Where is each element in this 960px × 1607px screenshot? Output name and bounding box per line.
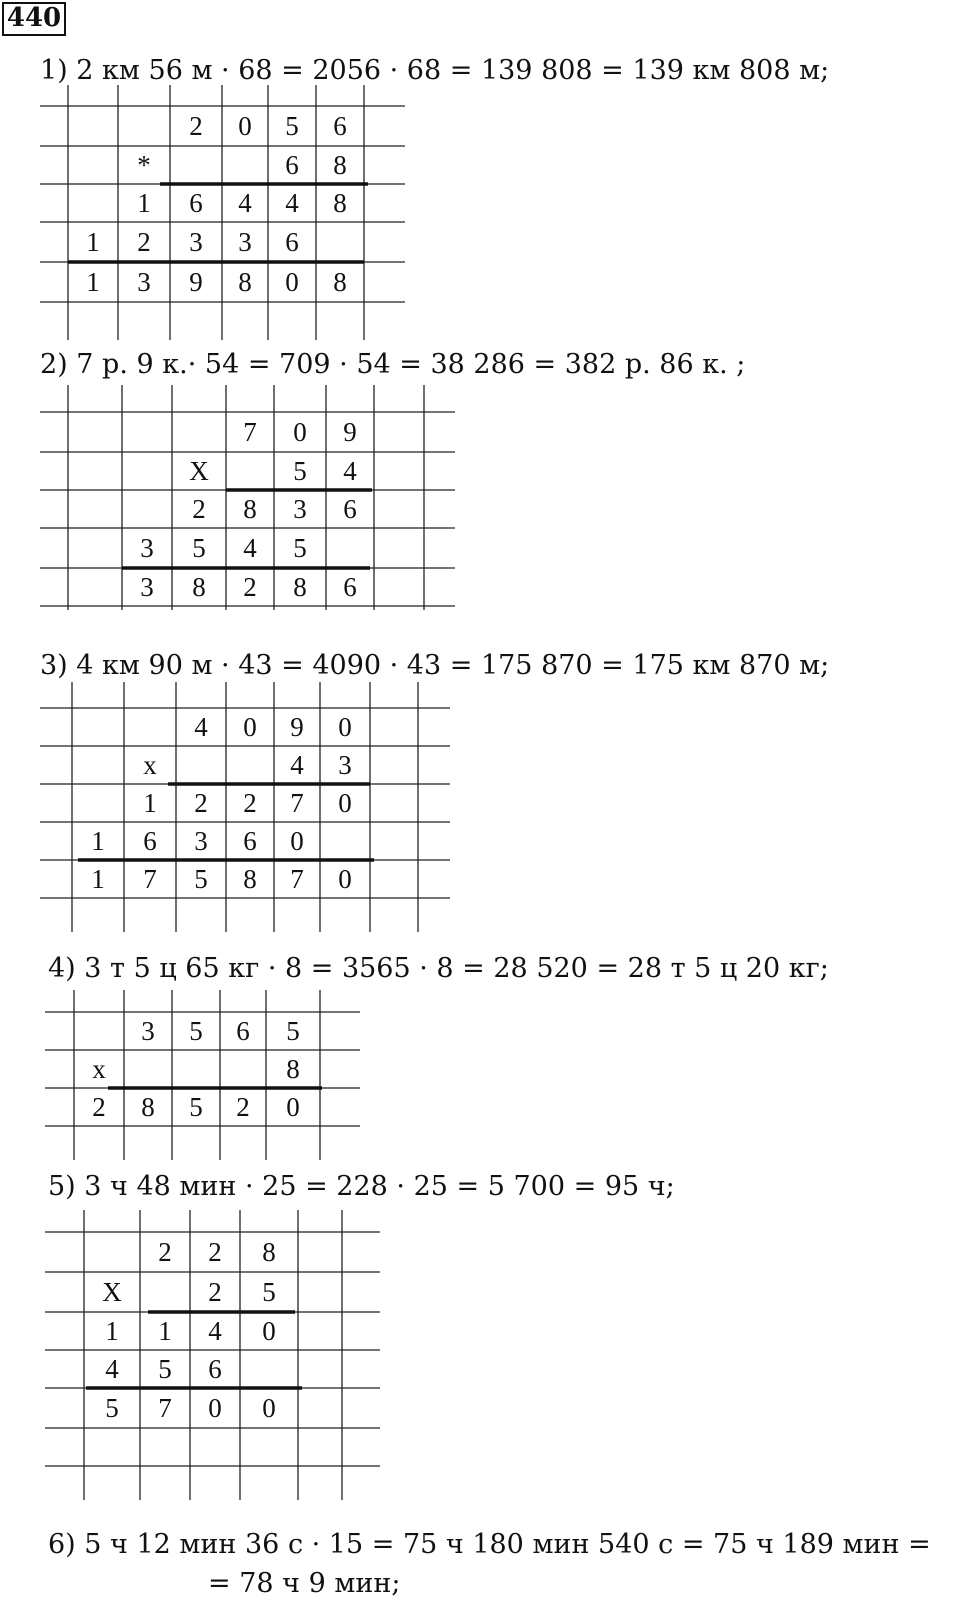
grid-digit: Х — [189, 456, 209, 486]
grid-digit: 5 — [105, 1393, 119, 1423]
grid-digit: 5 — [192, 533, 206, 563]
grid-digit: 8 — [286, 1054, 300, 1084]
grid-digit: 3 — [238, 227, 252, 257]
grid-digit: 3 — [189, 227, 203, 257]
grid-digit: 2 — [194, 788, 208, 818]
grid-digit: 6 — [343, 572, 357, 602]
equation-5: 5) 3 ч 48 мин · 25 = 228 · 25 = 5 700 = 95 ч; — [48, 1171, 675, 1202]
grid-digit: 4 — [208, 1316, 222, 1346]
grid-digit: 0 — [285, 267, 299, 297]
equation-6: 6) 5 ч 12 мин 36 с · 15 = 75 ч 180 мин 540 с = 75 ч 189 мин = — [48, 1529, 931, 1560]
grid-digit: 3 — [194, 826, 208, 856]
grid-digit: 7 — [158, 1393, 172, 1423]
grid-digit: 9 — [290, 712, 304, 742]
grid-digit: 6 — [243, 826, 257, 856]
grid-digit: 2 — [158, 1237, 172, 1267]
grid-digit: 8 — [333, 188, 347, 218]
grid-digit: 0 — [243, 712, 257, 742]
grid-digit: 6 — [143, 826, 157, 856]
grid-digit: 8 — [243, 494, 257, 524]
grid-digit: 8 — [293, 572, 307, 602]
grid-digit: 5 — [285, 111, 299, 141]
grid-digit: 0 — [338, 712, 352, 742]
grid-digit: 9 — [189, 267, 203, 297]
grid-digit: 5 — [158, 1354, 172, 1384]
grid-digit: 8 — [243, 864, 257, 894]
grid-digit: 7 — [143, 864, 157, 894]
grid-digit: 5 — [189, 1016, 203, 1046]
grid-digit: 2 — [208, 1277, 222, 1307]
multiplication-grid-1 — [40, 85, 405, 340]
grid-digit: 6 — [208, 1354, 222, 1384]
grid-digit: 1 — [86, 227, 100, 257]
grid-digit: 0 — [338, 788, 352, 818]
equation-4: 4) 3 т 5 ц 65 кг · 8 = 3565 · 8 = 28 520 = 28 т 5 ц 20 кг; — [48, 953, 829, 984]
grid-digit: 2 — [208, 1237, 222, 1267]
grid-digit: 2 — [189, 111, 203, 141]
grid-digit: * — [137, 150, 151, 180]
grid-digit: 7 — [290, 864, 304, 894]
grid-digit: 0 — [293, 417, 307, 447]
grid-digit: 0 — [262, 1393, 276, 1423]
grid-digit: 1 — [86, 267, 100, 297]
grid-digit: 6 — [343, 494, 357, 524]
grid-digit: 9 — [343, 417, 357, 447]
multiplication-grid-3 — [40, 682, 450, 932]
grid-digit: 5 — [189, 1092, 203, 1122]
grid-digit: 1 — [158, 1316, 172, 1346]
multiplication-grid-5 — [45, 1210, 380, 1500]
grid-digit: 4 — [243, 533, 257, 563]
grid-digit: 2 — [137, 227, 151, 257]
grid-digit: 2 — [243, 788, 257, 818]
grid-digit: 5 — [286, 1016, 300, 1046]
grid-digit: 1 — [143, 788, 157, 818]
grid-digit: 6 — [189, 188, 203, 218]
grid-digit: 4 — [105, 1354, 119, 1384]
grid-digit: 3 — [137, 267, 151, 297]
problem-number: 440 — [2, 2, 66, 36]
grid-digit: 0 — [286, 1092, 300, 1122]
grid-digit: 6 — [236, 1016, 250, 1046]
grid-digit: 1 — [91, 826, 105, 856]
grid-digit: 0 — [238, 111, 252, 141]
grid-digit: х — [143, 750, 157, 780]
grid-digit: 4 — [343, 456, 357, 486]
equation-6-continuation: = 78 ч 9 мин; — [208, 1568, 401, 1599]
multiplication-grid-4 — [45, 990, 360, 1160]
grid-digit: 4 — [238, 188, 252, 218]
grid-digit: 8 — [333, 267, 347, 297]
grid-digit: 6 — [333, 111, 347, 141]
grid-digit: 8 — [192, 572, 206, 602]
grid-digit: 0 — [208, 1393, 222, 1423]
equation-2: 2) 7 р. 9 к.· 54 = 709 · 54 = 38 286 = 382 р. 86 к. ; — [40, 349, 746, 380]
grid-digit: 0 — [338, 864, 352, 894]
grid-digit: 1 — [91, 864, 105, 894]
grid-digit: 8 — [262, 1237, 276, 1267]
grid-digit: 2 — [243, 572, 257, 602]
grid-digit: 8 — [141, 1092, 155, 1122]
grid-digit: 7 — [243, 417, 257, 447]
grid-digit: 4 — [285, 188, 299, 218]
grid-digit: 2 — [236, 1092, 250, 1122]
multiplication-grid-2 — [40, 385, 455, 610]
grid-digit: 4 — [290, 750, 304, 780]
grid-digit: 5 — [194, 864, 208, 894]
grid-digit: 8 — [333, 150, 347, 180]
grid-digit: 3 — [140, 533, 154, 563]
grid-digit: 5 — [262, 1277, 276, 1307]
grid-digit: 0 — [262, 1316, 276, 1346]
equation-1: 1) 2 км 56 м · 68 = 2056 · 68 = 139 808 = 139 км 808 м; — [40, 55, 830, 86]
grid-digit: 3 — [293, 494, 307, 524]
grid-digit: 0 — [290, 826, 304, 856]
grid-digit: 6 — [285, 227, 299, 257]
grid-digit: 3 — [141, 1016, 155, 1046]
grid-digit: 5 — [293, 456, 307, 486]
grid-digit: 7 — [290, 788, 304, 818]
grid-digit: 1 — [105, 1316, 119, 1346]
grid-digit: 5 — [293, 533, 307, 563]
grid-digit: 1 — [137, 188, 151, 218]
grid-digit: 2 — [192, 494, 206, 524]
grid-digit: х — [92, 1054, 106, 1084]
grid-digit: 6 — [285, 150, 299, 180]
grid-digit: 8 — [238, 267, 252, 297]
grid-digit: 3 — [140, 572, 154, 602]
grid-digit: Х — [102, 1277, 122, 1307]
grid-digit: 3 — [338, 750, 352, 780]
equation-3: 3) 4 км 90 м · 43 = 4090 · 43 = 175 870 = 175 км 870 м; — [40, 650, 830, 681]
grid-digit: 2 — [92, 1092, 106, 1122]
grid-digit: 4 — [194, 712, 208, 742]
